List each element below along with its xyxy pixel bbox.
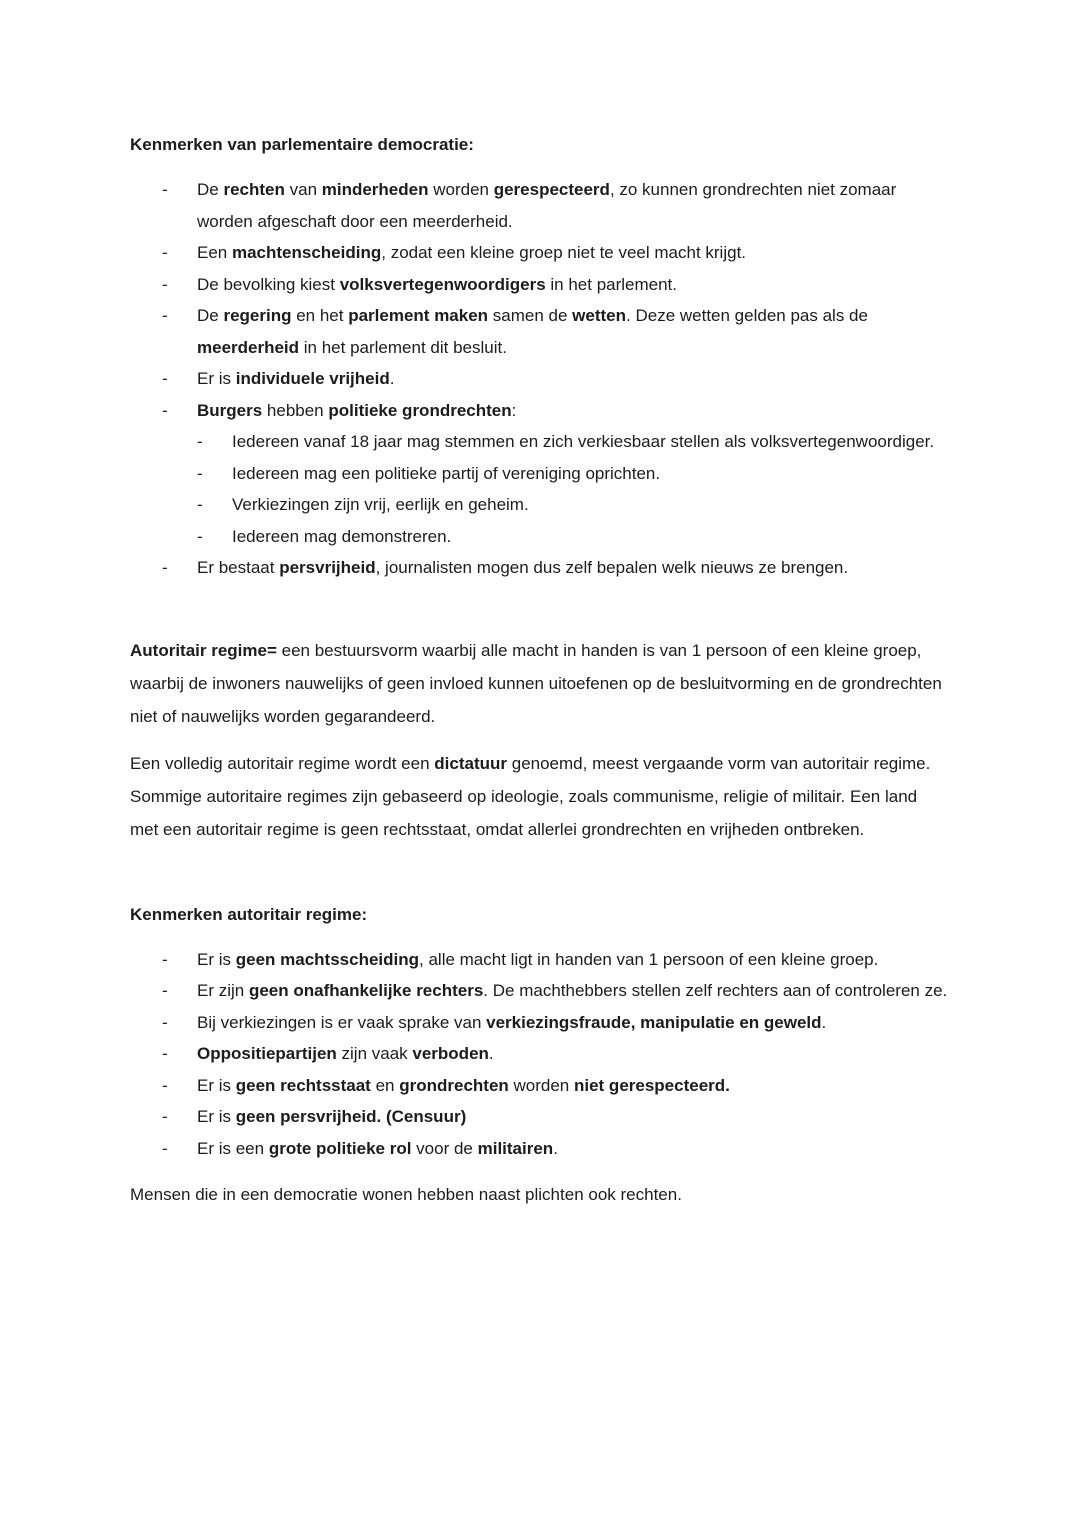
bold-text-run: meerderheid [197,337,300,357]
text-run: van [284,180,322,199]
dash-bullet: - [162,1075,168,1095]
list-item [130,521,948,553]
list-item [130,174,948,237]
paragraph [130,747,948,846]
bold-text-run: Kenmerken autoritair regime: [130,904,368,924]
dash-bullet: - [197,526,203,546]
bold-text-run: machtenscheiding [231,243,382,262]
list-item-text [197,395,948,427]
list-item [130,1133,948,1165]
bold-text-run: Autoritair regime= [130,640,277,660]
bold-text-run: verkiezingsfraude, manipulatie en geweld [486,1012,822,1032]
list-item-text [197,237,948,269]
text-run: Er is [197,949,236,969]
bold-text-run: persvrijheid [279,558,376,577]
dash-bullet: - [162,243,168,262]
list-item-text [197,1133,948,1165]
text-run: Iedereen vanaf 18 jaar mag stemmen en zich verkiesbaar stellen als volksvertegenwoordiger. [232,432,935,451]
text-run: Er is een [197,1138,269,1158]
list-item-text [197,300,948,363]
text-run: Een volledig autoritair regime wordt een [130,753,435,773]
list-item [130,269,948,301]
text-run: , alle macht ligt in handen van 1 persoon of een kleine groep. [419,949,879,969]
bold-text-run: militairen [477,1138,554,1158]
list-item [130,552,948,584]
bold-text-run: geen rechtsstaat [235,1075,371,1095]
text-run: Een [197,243,232,262]
bold-text-run: grote politieke rol [268,1138,412,1158]
text-run: : [511,400,517,420]
bold-text-run: niet gerespecteerd. [573,1075,730,1095]
bold-text-run: regering [223,306,292,325]
text-run: De bevolking kiest [197,274,340,294]
text-run: . [553,1138,558,1158]
text-run: De [197,180,224,199]
dash-bullet: - [197,432,203,451]
list-item [130,1007,948,1039]
text-run: zijn vaak [336,1044,413,1063]
list-item [130,489,948,521]
list-item [130,458,948,490]
dash-bullet: - [162,1044,168,1063]
text-run: Bij verkiezingen is er vaak sprake van [197,1012,487,1032]
bold-text-run: Burgers [197,400,263,420]
list-item [130,363,948,395]
list-item-text [197,269,948,301]
list-item [130,426,948,458]
paragraph [130,1178,948,1211]
bold-text-run: parlement maken [348,306,489,325]
text-run: . [488,1044,494,1063]
text-run: samen de [488,306,573,325]
list-item [130,237,948,269]
bold-text-run: Oppositiepartijen [197,1044,337,1063]
list-item-text [197,1038,948,1070]
bold-text-run: rechten [223,180,285,199]
dash-bullet: - [197,463,203,483]
dash-bullet: - [162,306,168,325]
text-run: De [197,306,224,325]
list-item-text [232,521,948,553]
list-item [130,1070,948,1102]
section-heading [130,898,948,931]
text-run: worden [428,180,494,199]
dash-bullet: - [197,495,203,514]
text-run: en het [291,306,349,325]
list-item-text [197,1007,948,1039]
bold-text-run: geen machtsscheiding [235,949,420,969]
text-run: Iedereen mag een politieke partij of vereniging oprichten. [232,463,661,483]
dash-bullet: - [162,1138,168,1158]
list-item-text [232,489,948,521]
list-item [130,1101,948,1133]
text-run: hebben [262,400,329,420]
document-body [130,128,948,1211]
dash-bullet: - [162,949,168,969]
text-run: Er is [197,1075,236,1095]
text-run: . De machthebbers stellen zelf rechters aan of controleren ze. [483,981,948,1000]
text-run: Iedereen mag demonstreren. [232,526,452,546]
text-run: genoemd, meest vergaande vorm van autoritair regime. Sommige autoritaire regimes zijn gebaseerd op ideologie, zoals communisme, religie of militair. Een land met een autoritair regime is geen rechtsstaat, omdat allerlei grondrechten en vrijheden ontbreken. [130,753,931,839]
text-run: Mensen die in een democratie wonen hebben naast plichten ook rechten. [130,1185,682,1204]
list-item-text [197,1101,948,1133]
bold-text-run: Kenmerken van parlementaire democratie: [130,135,474,154]
text-run: Er bestaat [197,558,280,577]
bullet-list [130,174,948,584]
list-item-text [197,944,948,976]
text-run: Verkiezingen zijn vrij, eerlijk en geheim. [232,495,529,514]
dash-bullet: - [162,558,168,577]
text-run: worden [508,1075,574,1095]
bold-text-run: individuele vrijheid [235,369,390,388]
text-run: , journalisten mogen dus zelf bepalen welk nieuws ze brengen. [375,558,849,577]
bold-text-run: geen persvrijheid. (Censuur) [235,1107,467,1126]
list-item [130,300,948,363]
text-run: . [821,1012,827,1032]
list-item-text [197,174,948,237]
dash-bullet: - [162,981,168,1000]
bold-text-run: minderheden [321,180,429,199]
bold-text-run: volksvertegenwoordigers [339,274,546,294]
dash-bullet: - [162,180,168,199]
bold-text-run: grondrechten [399,1075,509,1095]
bold-text-run: geen onafhankelijke rechters [248,981,484,1000]
text-run: . Deze wetten gelden pas als de [626,306,868,325]
list-item-text [197,1070,948,1102]
dash-bullet: - [162,1107,168,1126]
text-run: in het parlement. [545,274,678,294]
list-item [130,395,948,427]
bullet-list [130,944,948,1165]
dash-bullet: - [162,274,168,294]
text-run: . [389,369,395,388]
text-run: voor de [411,1138,478,1158]
section-heading [130,128,948,161]
list-item-text [197,552,948,584]
text-run: , zo kunnen grondrechten niet zomaar worden afgeschaft door een meerderheid. [197,180,897,231]
dash-bullet: - [162,400,168,420]
list-item-text [197,363,948,395]
text-run: Er is [197,369,236,388]
dash-bullet: - [162,369,168,388]
text-run: een bestuursvorm waarbij alle macht in handen is van 1 persoon of een kleine groep, waarbij de inwoners nauwelijks of geen invloed kunnen uitoefenen op de besluitvorming en de grondrechten niet of nauwelijks worden gegarandeerd. [130,640,942,726]
text-run: Er is [197,1107,236,1126]
dash-bullet: - [162,1012,168,1032]
list-item-text [232,426,948,458]
list-item-text [232,458,948,490]
bold-text-run: politieke grondrechten [328,400,512,420]
text-run: in het parlement dit besluit. [299,337,507,357]
text-run: , zodat een kleine groep niet te veel macht krijgt. [381,243,747,262]
paragraph [130,634,948,733]
bold-text-run: dictatuur [434,753,508,773]
bold-text-run: wetten [572,306,627,325]
bold-text-run: gerespecteerd [493,180,610,199]
bold-text-run: verboden [412,1044,489,1063]
text-run: Er zijn [197,981,249,1000]
list-item-text [197,975,948,1007]
list-item [130,975,948,1007]
list-item [130,944,948,976]
list-item [130,1038,948,1070]
text-run: en [370,1075,400,1095]
